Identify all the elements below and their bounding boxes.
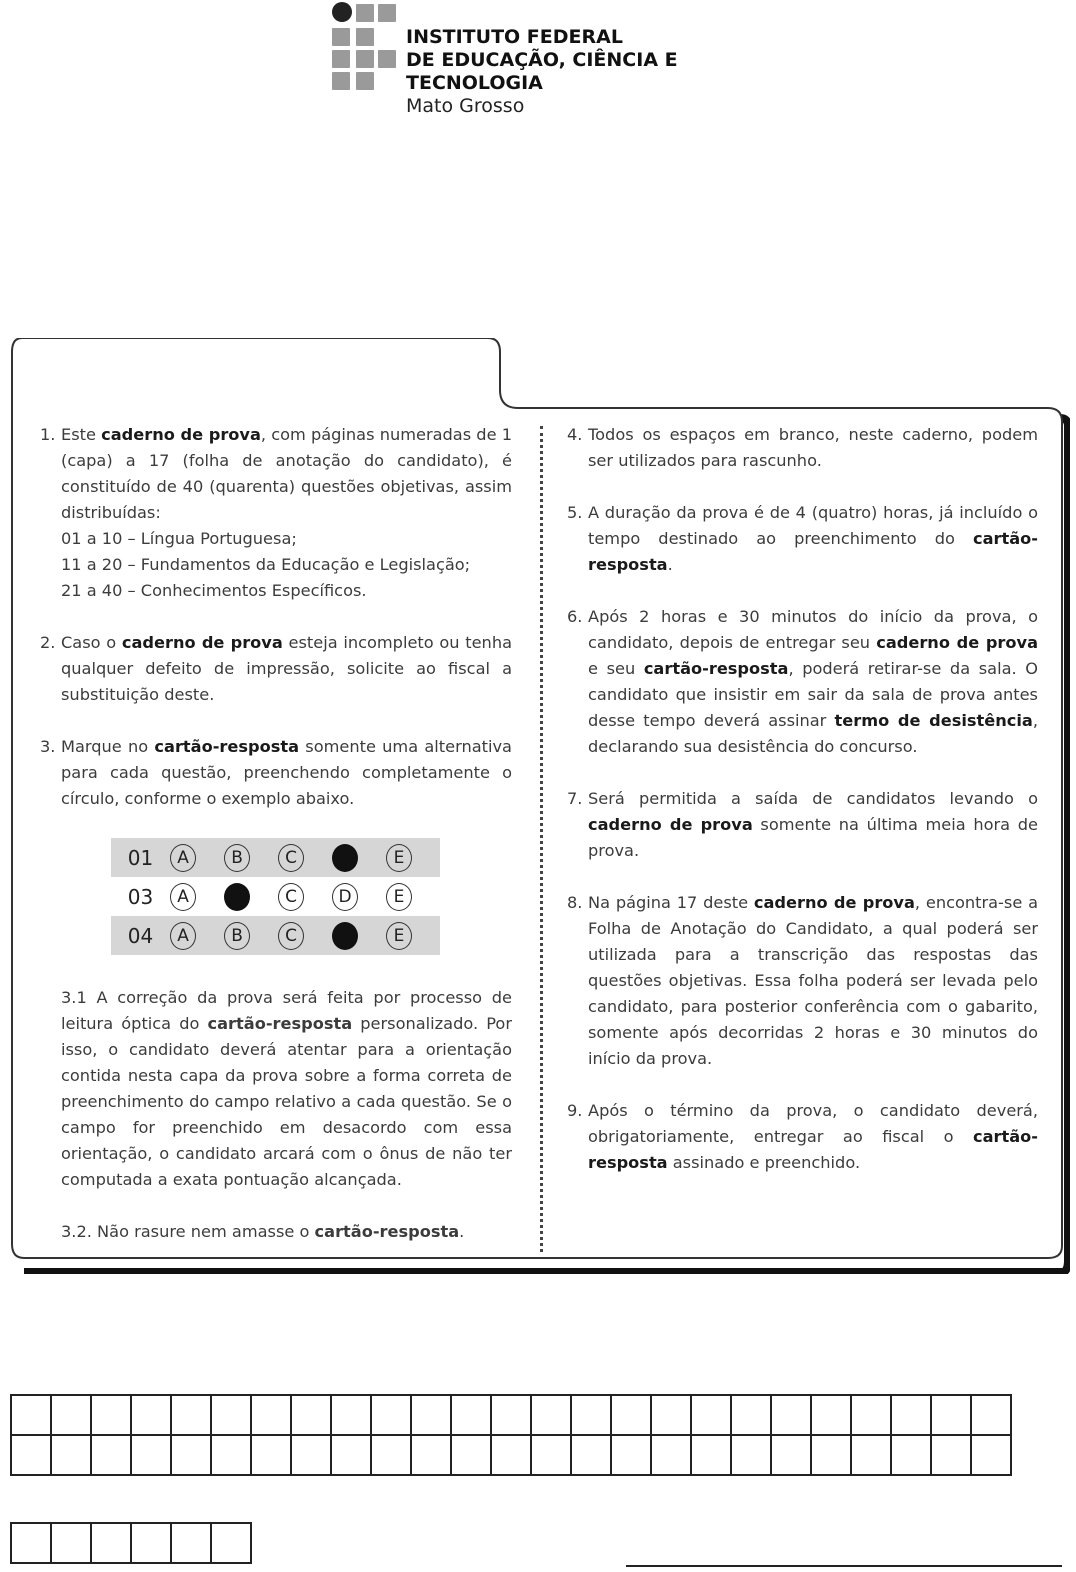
instruction-number: 5. — [567, 503, 583, 522]
name-cell[interactable] — [211, 1435, 251, 1475]
answer-bubble: A — [170, 844, 196, 872]
instruction-text: somente na última meia hora de prova. — [588, 815, 1038, 860]
instruction-4 — [567, 422, 1038, 474]
instruction-text: assinado e preenchido. — [667, 1153, 861, 1172]
answer-bubble: E — [386, 844, 412, 872]
name-cell[interactable] — [291, 1435, 331, 1475]
example-row — [111, 877, 440, 916]
name-cell[interactable] — [731, 1395, 771, 1435]
answer-bubble: E — [386, 883, 412, 911]
name-cell[interactable] — [811, 1435, 851, 1475]
name-cell[interactable] — [971, 1435, 1011, 1475]
name-cell[interactable] — [811, 1395, 851, 1435]
name-cell[interactable] — [691, 1435, 731, 1475]
instruction-text: esteja incompleto ou tenha qualquer defeito de impressão, solicite ao fiscal a substituição deste. — [61, 633, 512, 704]
instruction-text: A duração da prova é de 4 (quatro) horas, já incluído o tempo destinado ao preenchimento do — [588, 503, 1038, 548]
instruction-text: Na página 17 deste — [588, 893, 754, 912]
instruction-emphasis: cartão-resposta — [588, 1127, 1038, 1172]
instruction-text: , encontra-se a Folha de Anotação do Candidato, a qual poderá ser utilizada para a transcrição das respostas das questões objetivas. Essa folha poderá ser levada pelo candidato, para posterior conferência com o gabarito, somente após decorridas 2 horas e 30 minutos do início da prova. — [588, 893, 1039, 1068]
answer-example-grid — [111, 838, 440, 955]
name-cell[interactable] — [211, 1395, 251, 1435]
name-cell[interactable] — [291, 1395, 331, 1435]
instruction-number: 9. — [567, 1101, 583, 1120]
instructions-card — [10, 338, 1064, 1268]
institution-name-line2: DE EDUCAÇÃO, CIÊNCIA E TECNOLOGIA — [406, 49, 678, 94]
instructions-right-column — [567, 422, 1038, 1202]
example-question-number: 04 — [127, 923, 154, 948]
number-cell[interactable] — [11, 1523, 51, 1563]
name-cell[interactable] — [931, 1435, 971, 1475]
instruction-text: Será permitida a saída de candidatos levando o — [588, 789, 1038, 808]
instruction-6 — [567, 604, 1038, 760]
instruction-number: 1. — [40, 425, 56, 444]
subject-range-2: 11 a 20 – Fundamentos da Educação e Legislação; — [61, 555, 471, 574]
institution-name — [406, 26, 792, 118]
name-cell[interactable] — [771, 1395, 811, 1435]
instruction-number: 2. — [40, 633, 56, 652]
instruction-number: 7. — [567, 789, 583, 808]
example-question-number: 01 — [127, 845, 154, 870]
name-cell[interactable] — [571, 1395, 611, 1435]
instruction-text: somente uma alternativa para cada questão, preenchendo completamente o círculo, conforme o exemplo abaixo. — [61, 737, 512, 808]
instruction-text: . — [459, 1222, 465, 1241]
subject-range-1: 01 a 10 – Língua Portuguesa; — [61, 529, 297, 548]
answer-bubble: C — [278, 883, 304, 911]
name-cell[interactable] — [331, 1395, 371, 1435]
instruction-3 — [40, 734, 512, 812]
number-cell[interactable] — [51, 1523, 91, 1563]
name-cell[interactable] — [251, 1395, 291, 1435]
name-cell[interactable] — [851, 1395, 891, 1435]
answer-bubble: C — [278, 922, 304, 950]
instruction-emphasis: termo de desistência — [834, 711, 1033, 730]
answer-bubble: B — [224, 922, 250, 950]
example-row — [111, 838, 440, 877]
name-cell[interactable] — [691, 1395, 731, 1435]
subject-range-3: 21 a 40 – Conhecimentos Específicos. — [61, 581, 367, 600]
instruction-number: 3. — [40, 737, 56, 756]
name-cell[interactable] — [891, 1395, 931, 1435]
column-divider — [540, 426, 543, 1252]
instruction-5 — [567, 500, 1038, 578]
institution-logo-icon — [332, 2, 398, 92]
name-cell[interactable] — [571, 1435, 611, 1475]
instruction-text: 3.2. Não rasure nem amasse o — [61, 1222, 315, 1241]
instruction-number: 6. — [567, 607, 583, 626]
name-cell[interactable] — [491, 1435, 531, 1475]
instruction-emphasis: cartão-resposta — [314, 1222, 460, 1241]
instruction-emphasis: cartão-resposta — [643, 659, 789, 678]
name-cell[interactable] — [371, 1435, 411, 1475]
instruction-3-1 — [61, 985, 512, 1193]
example-question-number: 03 — [127, 884, 154, 909]
instruction-7 — [567, 786, 1038, 864]
name-cell[interactable] — [251, 1435, 291, 1475]
instruction-text: e seu — [588, 659, 644, 678]
answer-bubble: D — [332, 883, 358, 911]
name-cell[interactable] — [171, 1435, 211, 1475]
instruction-emphasis: cartão-resposta — [207, 1014, 353, 1033]
name-cell[interactable] — [451, 1395, 491, 1435]
name-cell[interactable] — [11, 1395, 51, 1435]
filled-bubble — [332, 844, 358, 872]
instruction-number: 4. — [567, 425, 583, 444]
answer-bubble: C — [278, 844, 304, 872]
instruction-text: Após 2 horas e 30 minutos do início da prova, o candidato, depois de entregar seu — [588, 607, 1038, 652]
instruction-3-2 — [61, 1219, 512, 1245]
name-cell[interactable] — [491, 1395, 531, 1435]
instructions-left-column — [40, 422, 512, 1271]
filled-bubble — [332, 922, 358, 950]
name-cell[interactable] — [331, 1435, 371, 1475]
instruction-1 — [40, 422, 512, 604]
answer-bubble: E — [386, 922, 412, 950]
instruction-text: Este — [61, 425, 102, 444]
number-cell[interactable] — [211, 1523, 251, 1563]
signature-line[interactable] — [626, 1565, 1062, 1567]
instruction-text: . — [667, 555, 673, 574]
name-cell[interactable] — [11, 1435, 51, 1475]
instruction-8 — [567, 890, 1038, 1072]
instruction-text: , poderá retirar-se da sala. O candidato que insistir em sair da sala de prova antes desse tempo deverá assinar — [588, 659, 1038, 730]
instruction-9 — [567, 1098, 1038, 1176]
name-cell[interactable] — [411, 1395, 451, 1435]
name-cell[interactable] — [451, 1435, 491, 1475]
name-cell[interactable] — [51, 1435, 91, 1475]
instruction-number: 8. — [567, 893, 583, 912]
instruction-emphasis: caderno de prova — [588, 815, 753, 834]
name-cell[interactable] — [931, 1395, 971, 1435]
institution-campus: Mato Grosso — [406, 95, 525, 117]
answer-bubble: A — [170, 883, 196, 911]
name-cell[interactable] — [131, 1395, 171, 1435]
name-cell[interactable] — [531, 1395, 571, 1435]
instruction-text: Após o término da prova, o candidato deverá, obrigatoriamente, entregar ao fiscal o — [588, 1101, 1038, 1146]
instruction-text: personalizado. Por isso, o candidato deverá atentar para a orientação contida nesta capa da prova sobre a forma correta de preenchimento do campo relativo a cada questão. Se o campo for preenchido em desacordo com essa orientação, o candidato arcará com o ônus de não ter computada a exata pontuação alcançada. — [61, 1014, 512, 1189]
instruction-emphasis: caderno de prova — [876, 633, 1039, 652]
name-cell[interactable] — [531, 1435, 571, 1475]
instruction-emphasis: caderno de prova — [753, 893, 915, 912]
instruction-text: , com páginas numeradas de 1 (capa) a 17 (folha de anotação do candidato), é constituído de 40 (quarenta) questões objetivas, assim distribuídas: — [61, 425, 513, 522]
institution-logo — [332, 2, 792, 117]
name-cell[interactable] — [771, 1435, 811, 1475]
name-cell[interactable] — [611, 1395, 651, 1435]
number-cell[interactable] — [171, 1523, 211, 1563]
instruction-text: 3.1 A correção da prova será feita por processo de leitura óptica do — [61, 988, 512, 1033]
name-cell[interactable] — [851, 1435, 891, 1475]
example-row — [111, 916, 440, 955]
name-cell[interactable] — [651, 1395, 691, 1435]
answer-bubble: B — [224, 844, 250, 872]
name-cell[interactable] — [971, 1395, 1011, 1435]
instruction-emphasis: cartão-resposta — [588, 529, 1038, 574]
instruction-text: Todos os espaços em branco, neste caderno, podem ser utilizados para rascunho. — [588, 425, 1038, 470]
answer-bubble: A — [170, 922, 196, 950]
filled-bubble — [224, 883, 250, 911]
name-cell[interactable] — [131, 1435, 171, 1475]
name-cell[interactable] — [411, 1435, 451, 1475]
institution-name-line1: INSTITUTO FEDERAL — [406, 26, 623, 48]
name-cell[interactable] — [171, 1395, 211, 1435]
candidate-number-grid[interactable] — [10, 1522, 252, 1564]
instruction-2 — [40, 630, 512, 708]
instruction-text: , declarando sua desistência do concurso. — [588, 711, 1038, 756]
name-cell[interactable] — [91, 1395, 131, 1435]
candidate-name-grid[interactable] — [10, 1394, 1012, 1476]
number-cell[interactable] — [131, 1523, 171, 1563]
name-cell[interactable] — [731, 1435, 771, 1475]
name-cell[interactable] — [891, 1435, 931, 1475]
instruction-emphasis: caderno de prova — [121, 633, 283, 652]
name-cell[interactable] — [51, 1395, 91, 1435]
instruction-emphasis: caderno de prova — [101, 425, 261, 444]
instruction-text: Marque no — [61, 737, 155, 756]
name-cell[interactable] — [91, 1435, 131, 1475]
name-cell[interactable] — [371, 1395, 411, 1435]
instruction-text: Caso o — [61, 633, 122, 652]
instruction-emphasis: cartão-resposta — [154, 737, 300, 756]
number-cell[interactable] — [91, 1523, 131, 1563]
name-cell[interactable] — [611, 1435, 651, 1475]
name-cell[interactable] — [651, 1435, 691, 1475]
